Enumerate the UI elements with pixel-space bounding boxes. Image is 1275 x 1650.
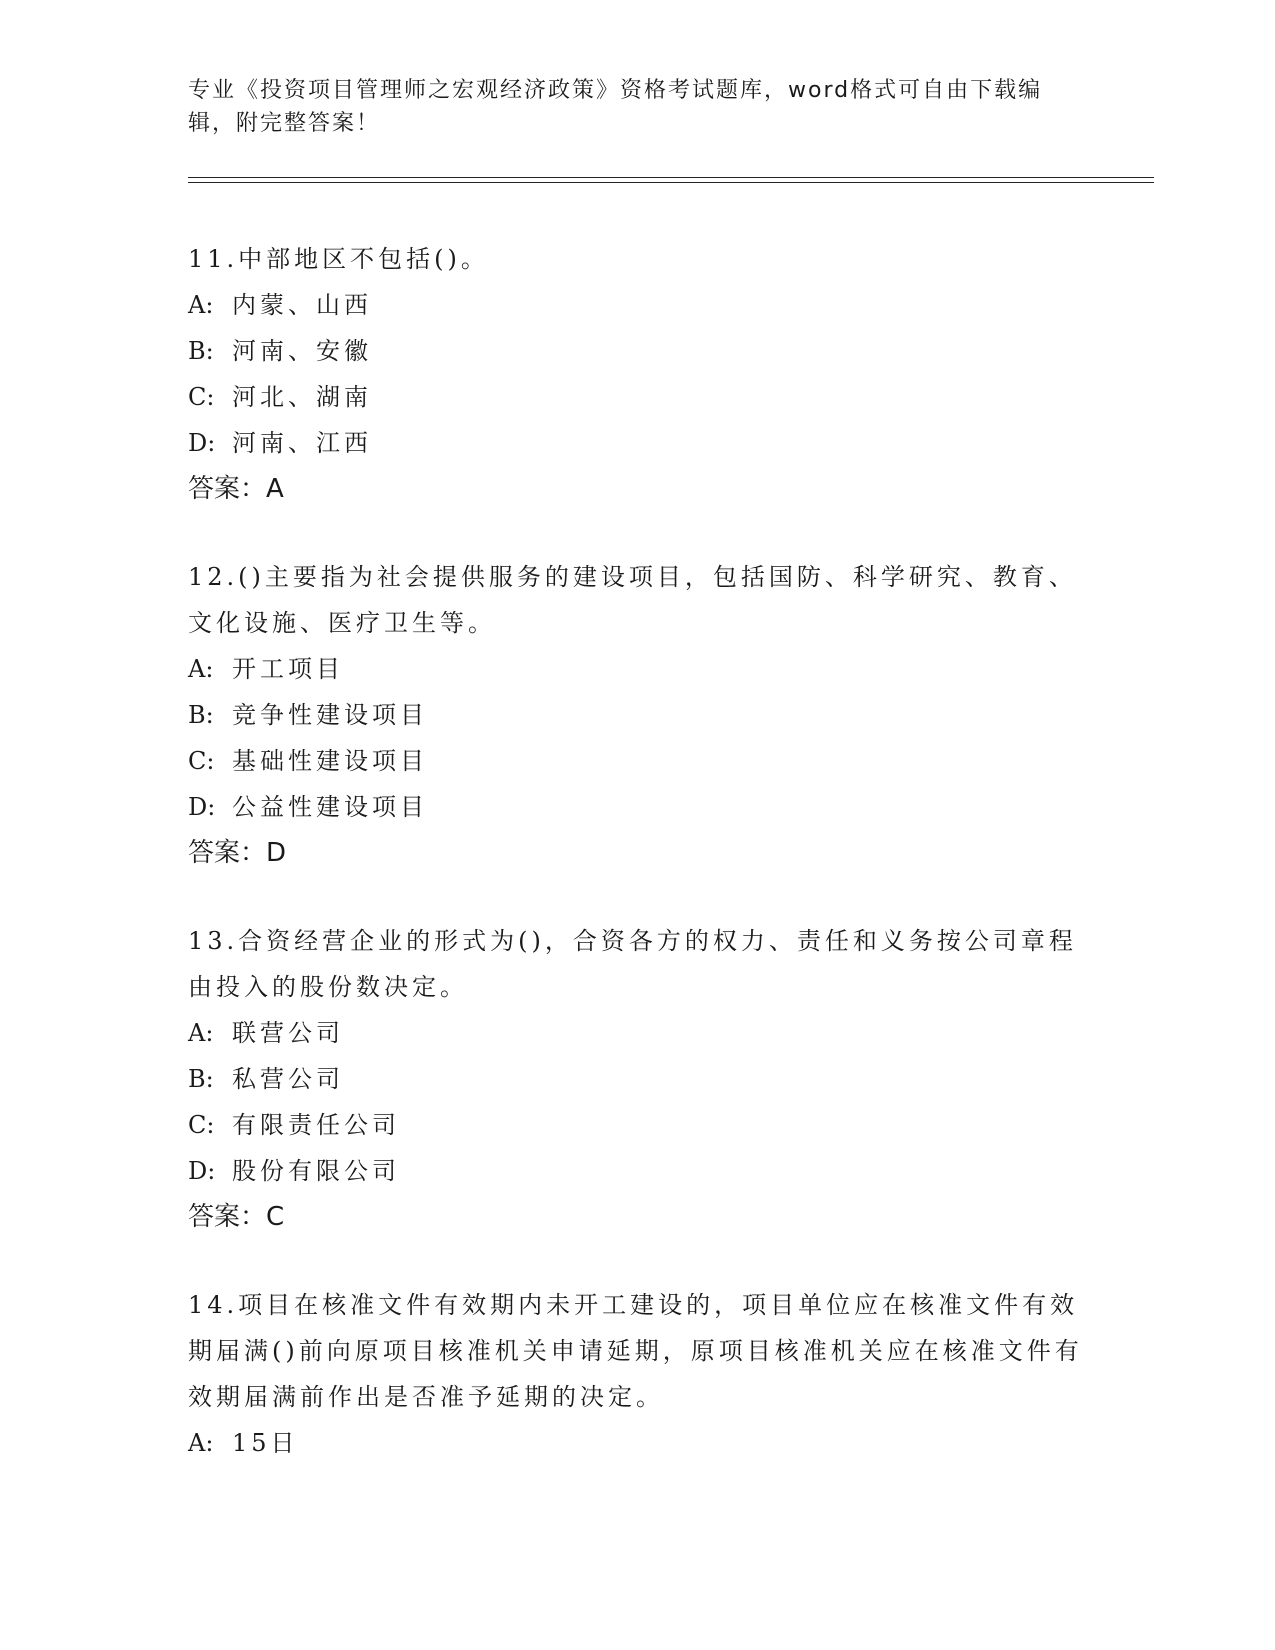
question-spacer — [188, 876, 1088, 918]
option-d — [188, 1148, 1088, 1194]
option-letter: D: — [188, 793, 216, 821]
option-c — [188, 1102, 1088, 1148]
option-letter: A: — [188, 655, 214, 683]
option-letter: B: — [188, 701, 214, 729]
option-letter: A: — [188, 291, 214, 319]
answer-line: 答案：C — [188, 1202, 285, 1232]
option-a — [188, 282, 1088, 328]
question-stem: 13.合资经营企业的形式为()，合资各方的权力、责任和义务按公司章程由投入的股份数决定。 — [188, 927, 1077, 1001]
question-spacer — [188, 512, 1088, 554]
option-b — [188, 328, 1088, 374]
option-a — [188, 1420, 1088, 1466]
option-b — [188, 1056, 1088, 1102]
question-14 — [188, 1282, 1088, 1466]
option-text: 联营公司 — [232, 1019, 344, 1047]
option-letter: A: — [188, 1019, 214, 1047]
question-spacer — [188, 1240, 1088, 1282]
option-d — [188, 420, 1088, 466]
document-header: 专业《投资项目管理师之宏观经济政策》资格考试题库，word格式可自由下载编辑，附完整答案！ — [188, 78, 1043, 136]
option-letter: B: — [188, 337, 214, 365]
option-a — [188, 646, 1088, 692]
option-text: 河南、安徽 — [232, 337, 372, 365]
option-letter: D: — [188, 429, 216, 457]
option-letter: C: — [188, 747, 215, 775]
answer-line: 答案：A — [188, 474, 284, 504]
option-letter: B: — [188, 1065, 214, 1093]
header-divider-top — [188, 177, 1154, 178]
option-b — [188, 692, 1088, 738]
question-11 — [188, 236, 1088, 512]
option-a — [188, 1010, 1088, 1056]
question-list — [188, 236, 1088, 1466]
option-letter: C: — [188, 1111, 215, 1139]
answer-line: 答案：D — [188, 838, 287, 868]
option-text: 河北、湖南 — [232, 383, 372, 411]
option-letter: A: — [188, 1429, 214, 1457]
option-text: 开工项目 — [232, 655, 344, 683]
option-c — [188, 374, 1088, 420]
option-text: 有限责任公司 — [232, 1111, 400, 1139]
question-stem: 12.()主要指为社会提供服务的建设项目，包括国防、科学研究、教育、文化设施、医疗卫生等。 — [188, 563, 1077, 637]
option-text: 河南、江西 — [232, 429, 372, 457]
option-text: 15日 — [232, 1429, 299, 1457]
option-text: 竞争性建设项目 — [232, 701, 428, 729]
option-text: 内蒙、山西 — [232, 291, 372, 319]
option-c — [188, 738, 1088, 784]
question-13 — [188, 918, 1088, 1240]
option-d — [188, 784, 1088, 830]
option-text: 私营公司 — [232, 1065, 344, 1093]
option-letter: C: — [188, 383, 215, 411]
question-12 — [188, 554, 1088, 876]
option-letter: D: — [188, 1157, 216, 1185]
header-divider-bottom — [188, 182, 1154, 183]
question-stem: 14.项目在核准文件有效期内未开工建设的，项目单位应在核准文件有效期届满()前向原项目核准机关申请延期，原项目核准机关应在核准文件有效期届满前作出是否准予延期的决定。 — [188, 1291, 1083, 1411]
question-stem: 11.中部地区不包括()。 — [188, 245, 489, 273]
option-text: 股份有限公司 — [232, 1157, 400, 1185]
option-text: 公益性建设项目 — [232, 793, 428, 821]
option-text: 基础性建设项目 — [232, 747, 428, 775]
